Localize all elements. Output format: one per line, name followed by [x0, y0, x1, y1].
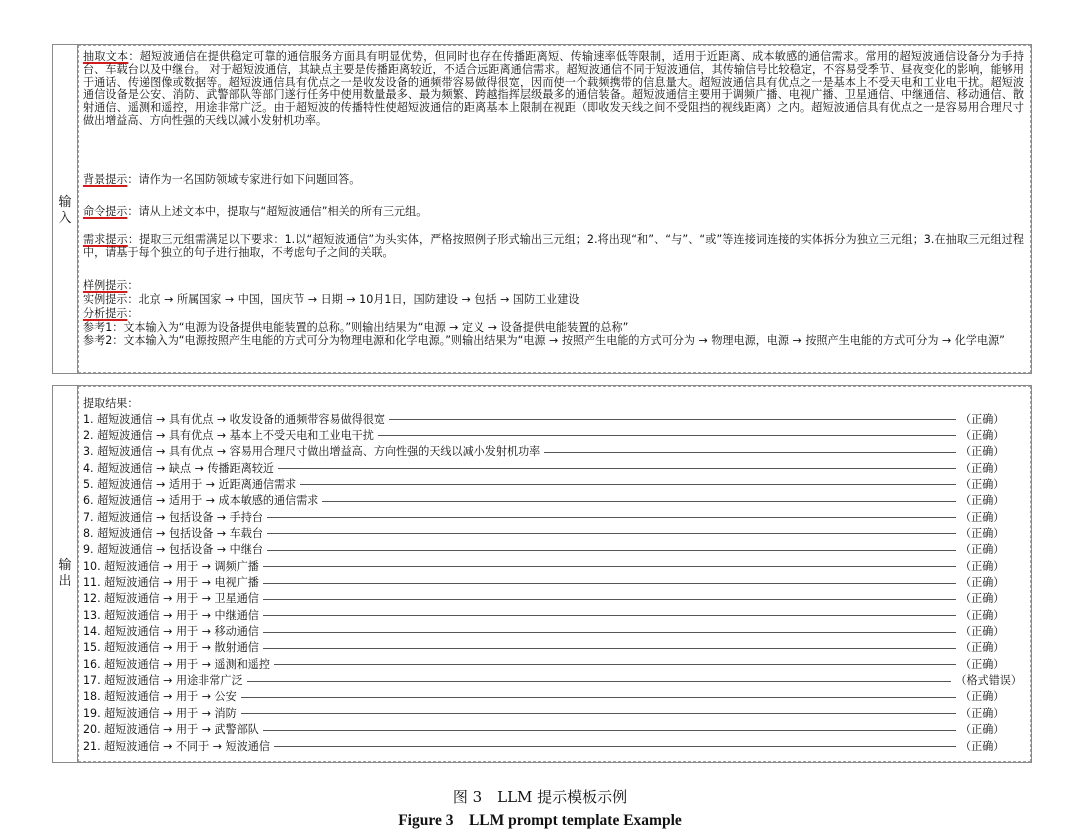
result-status: （正确） [960, 477, 1005, 491]
result-row [83, 738, 1022, 753]
result-triple: 7. 超短波通信 → 包括设备 → 手持台 [83, 510, 263, 524]
result-row [83, 493, 1022, 508]
result-triple: 10. 超短波通信 → 用于 → 调频广播 [83, 559, 259, 573]
result-status: （正确） [960, 543, 1005, 557]
result-row [83, 460, 1022, 475]
leader-line [263, 599, 956, 600]
result-status: （正确） [960, 641, 1005, 655]
requirement-prompt [83, 234, 1024, 260]
sample-prompt-heading [83, 279, 1024, 292]
result-status: （正确） [960, 608, 1005, 622]
result-triple: 20. 超短波通信 → 用于 → 武警部队 [83, 723, 259, 737]
result-status: （正确） [960, 592, 1005, 606]
result-row [83, 624, 1022, 639]
result-triple: 4. 超短波通信 → 缺点 → 传播距离较近 [83, 461, 275, 475]
reference-1: 参考1：文本输入为“电源为设备提供电能装置的总称。”则输出结果为“电源 → 定义 → 设备提供电能装置的总称” [83, 321, 629, 334]
result-row [83, 689, 1022, 704]
extract-label: 抽取文本 [83, 50, 129, 63]
result-triple: 15. 超短波通信 → 用于 → 散射通信 [83, 641, 259, 655]
result-status: （正确） [960, 625, 1005, 639]
input-side-label-cell [53, 45, 78, 373]
result-status: （正确） [960, 576, 1005, 589]
result-row [83, 444, 1022, 459]
result-status: （正确） [960, 739, 1005, 753]
background-label: 背景提示 [83, 173, 128, 186]
result-row [83, 607, 1022, 622]
background-prompt [83, 174, 1024, 187]
result-triple: 1. 超短波通信 → 具有优点 → 收发设备的通频带容易做得很宽 [83, 412, 385, 426]
result-row [83, 427, 1022, 442]
leader-line [267, 533, 956, 534]
leader-line [263, 632, 956, 633]
result-status: （正确） [960, 723, 1005, 737]
result-row [83, 673, 1022, 688]
result-triple: 6. 超短波通信 → 适用于 → 成本敏感的通信需求 [83, 494, 319, 508]
leader-line [274, 746, 956, 747]
leader-line [544, 452, 956, 453]
leader-line [263, 730, 956, 731]
leader-line [274, 664, 956, 665]
leader-line [263, 615, 956, 616]
output-content [78, 386, 1031, 762]
leader-line [263, 566, 956, 567]
analysis-label: 分析提示 [83, 307, 128, 320]
leader-line [267, 550, 956, 551]
result-row [83, 722, 1022, 737]
leader-line [389, 419, 956, 420]
leader-line [378, 435, 956, 436]
result-status: （格式错误） [955, 674, 1022, 688]
result-row [83, 411, 1022, 426]
leader-line [267, 517, 956, 518]
output-side-label-cell [53, 386, 78, 762]
result-triple: 12. 超短波通信 → 用于 → 卫星通信 [83, 592, 259, 606]
result-triple: 13. 超短波通信 → 用于 → 中继通信 [83, 608, 259, 622]
result-row [83, 525, 1022, 540]
result-row [83, 558, 1022, 573]
output-title: 提取结果： [83, 397, 139, 410]
reference-2: 参考2：文本输入为“电源按照产生电能的方式可分为物理电源和化学电源。”则输出结果为“电源 → 按照产生电能的方式可分为 → 物理电源，电源 → 按照产生电能的方式可分为 → 化学电源” [83, 334, 1005, 347]
result-row [83, 656, 1022, 671]
result-status: （正确） [960, 428, 1005, 442]
sample-label: 样例提示 [83, 279, 128, 292]
result-row [83, 591, 1022, 606]
leader-line [241, 713, 956, 714]
result-triple: 17. 超短波通信 → 用途非常广泛 [83, 674, 243, 688]
result-row [83, 705, 1022, 720]
result-status: （正确） [960, 445, 1005, 459]
command-text: ：请从上述文本中，提取与“超短波通信”相关的所有三元组。 [127, 205, 428, 218]
result-triple: 16. 超短波通信 → 用于 → 遥测和遥控 [83, 657, 270, 671]
analysis-colon: ： [127, 307, 139, 320]
input-content [78, 45, 1031, 373]
extract-text-paragraph [83, 51, 1024, 128]
leader-line [278, 468, 956, 469]
result-triple: 18. 超短波通信 → 用于 → 公安 [83, 690, 237, 704]
result-status: （正确） [960, 706, 1005, 720]
result-triple: 3. 超短波通信 → 具有优点 → 容易用合理尺寸做出增益高、方向性强的天线以减小发射机功率 [83, 445, 541, 459]
result-status: （正确） [960, 657, 1005, 671]
result-triple: 21. 超短波通信 → 不同于 → 短波通信 [83, 739, 270, 753]
requirement-label: 需求提示 [83, 233, 128, 246]
sample-colon: ： [127, 279, 139, 292]
result-status: （正确） [960, 559, 1005, 573]
result-row [83, 509, 1022, 524]
result-triple: 9. 超短波通信 → 包括设备 → 中继台 [83, 543, 263, 557]
output-side-label: 输 出 [58, 558, 72, 589]
leader-line [322, 501, 956, 502]
leader-line [247, 681, 952, 682]
result-status: （正确） [960, 690, 1005, 704]
result-triple: 2. 超短波通信 → 具有优点 → 基本上不受天电和工业电干扰 [83, 428, 374, 442]
analysis-prompt-heading [83, 307, 1024, 320]
figure-caption-english: Figure 3 LLM prompt template Example [398, 812, 682, 829]
leader-line [241, 697, 956, 698]
result-row [83, 640, 1022, 655]
input-panel [52, 44, 1032, 374]
output-panel [52, 385, 1032, 763]
extract-text: ：超短波通信在提供稳定可靠的通信服务方面具有明显优势，但同时也存在传播距离短、传输速率低等限制，适用于近距离、成本敏感的通信需求。常用的超短波通信设备分为手持台、车载台以及中继台。 对于超短波通信，其缺点主要是传播距离较近，不适合远距离通信需求。超短波通信不同于短波通信，其传输信号比较稳定，不容易受季节、昼夜变化的影响，能够用于通话、传递图像或数据等。超短波通信具有优点之一是收发设备的通频带容易做得很宽，因而使一个载频携带的信息量大。超短波通信具有优点之一是基本上不受天电和工业电干扰。超短波通信设备是公安、消防、武警部队等部门遂行任务中使用数量最多、最为频繁、跨越指挥层级最多的通信装备。超短波通信主要用于调频广播、电视广播、卫星通信、中继通信、移动通信、散射通信、遥测和遥控，用途非常广泛。由于超短波的传播特性使超短波通信的距离基本上限制在视距（即收发天线之间不受阻挡的视线距离）之内。超短波通信具有优点之一是容易用合理尺寸做出增益高、方向性强的天线以减小发射机功率。 [83, 50, 1024, 127]
result-row [83, 476, 1022, 491]
input-side-label: 输 入 [58, 195, 72, 226]
result-row [83, 575, 1022, 590]
leader-line [263, 583, 956, 584]
result-status: （正确） [960, 461, 1005, 475]
result-triple: 11. 超短波通信 → 用于 → 电视广播 [83, 576, 259, 589]
result-status: （正确） [960, 412, 1005, 426]
result-triple: 14. 超短波通信 → 用于 → 移动通信 [83, 625, 259, 639]
leader-line [300, 484, 956, 485]
result-triple: 19. 超短波通信 → 用于 → 消防 [83, 706, 237, 720]
result-row [83, 542, 1022, 557]
command-prompt [83, 206, 1024, 219]
background-text: ：请作为一名国防领域专家进行如下问题回答。 [127, 173, 361, 186]
requirement-text: ：提取三元组需满足以下要求：1.以“超短波通信”为头实体，严格按照例子形式输出三元组；2.将出现“和”、“与”、“或”等连接词连接的实体拆分为独立三元组；3.在抽取三元组过程中，请基于每个独立的句子进行抽取，不考虑句子之间的关联。 [83, 233, 1024, 259]
result-status: （正确） [960, 494, 1005, 508]
example-line: 实例提示：北京 → 所属国家 → 中国，国庆节 → 日期 → 10月1日，国防建设 → 包括 → 国防工业建设 [83, 293, 580, 306]
leader-line [263, 648, 956, 649]
result-status: （正确） [960, 510, 1005, 524]
command-label: 命令提示 [83, 205, 128, 218]
result-triple: 5. 超短波通信 → 适用于 → 近距离通信需求 [83, 477, 297, 491]
result-status: （正确） [960, 526, 1005, 540]
result-triple: 8. 超短波通信 → 包括设备 → 车载台 [83, 526, 263, 540]
figure-caption-chinese: 图 3 LLM 提示模板示例 [452, 788, 628, 806]
